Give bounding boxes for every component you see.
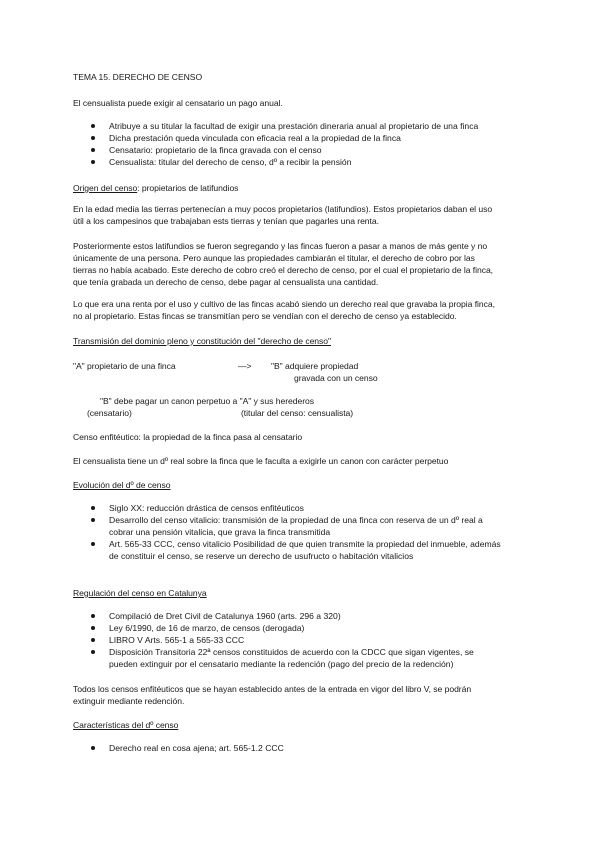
censatario-label: (censatario): [87, 408, 132, 418]
intro-bullet-list: [73, 120, 478, 168]
origen-heading: [73, 182, 238, 194]
list-item: Censatario: propietario de la finca gravada con el censo: [73, 144, 478, 156]
bullet-icon: [91, 626, 95, 630]
caracteristicas-bullet-list: [73, 742, 284, 754]
bullet-icon: [91, 506, 95, 510]
origen-heading-rest: : propietarios de latifundios: [137, 183, 239, 193]
enfiteutico-paragraph: Censo enfitéutico: la propiedad de la finca pasa al censatario: [73, 432, 303, 442]
list-item: Atribuye a su titular la facultad de exigir una prestación dineraria anual al propietario de una finca: [73, 120, 478, 132]
list-item: Censualista: titular del derecho de censo, dº a recibir la pensión: [73, 156, 478, 168]
caracteristicas-heading: Características del dº censo: [73, 720, 179, 730]
list-item: Desarrollo del censo vitalicio: transmisión de la propiedad de una finca con reserva de un dº real a cobrar una pensión vitalicia, que grava la finca transmitida: [73, 514, 501, 538]
transmision-b-pays: "B" debe pagar un canon perpetuo a "A" y sus herederos: [100, 396, 314, 406]
list-item: Dicha prestación queda vinculada con eficacia real a la propiedad de la finca: [73, 132, 478, 144]
bullet-icon: [91, 124, 95, 128]
regulacion-heading: Regulación del censo en Catalunya: [73, 588, 207, 598]
evolucion-bullet-list: [73, 502, 501, 562]
titular-label: (titular del censo: censualista): [241, 408, 354, 418]
arrow-icon: —>: [238, 361, 252, 371]
intro-paragraph: El censualista puede exigir al censatario un pago anual.: [73, 98, 283, 108]
bullet-icon: [91, 614, 95, 618]
bullet-icon: [91, 638, 95, 642]
list-item: Siglo XX: reducción drástica de censos enfitéuticos: [73, 502, 501, 514]
origen-paragraph-2: Posteriormente estos latifundios se fueron segregando y las fincas fueron a pasar a manos de más gente y no únicamente de una persona. Pero aunque las propiedades cambiarán el titular, el derecho de cobro por las tierras no había acabado. Este derecho de cobro creó el derecho de censo, por el cual el propietario de la finca, que tenía grabada un derecho de censo, debe pagar al censualista una cantidad.: [73, 241, 494, 287]
list-item: Ley 6/1990, de 16 de marzo, de censos (derogada): [73, 622, 474, 634]
bullet-icon: [91, 542, 95, 546]
list-item: Disposición Transitoria 22ª censos constituidos de acuerdo con la CDCC que sigan vigentes, se pueden extinguir por el censatario mediante la redención (pago del precio de la redención): [73, 646, 474, 670]
list-item: Compilació de Dret Civil de Catalunya 1960 (arts. 296 a 320): [73, 610, 474, 622]
regulacion-bullet-list: [73, 610, 474, 670]
bullet-icon: [91, 136, 95, 140]
list-item: Derecho real en cosa ajena; art. 565-1.2 CCC: [73, 742, 284, 754]
transmision-b-line2: gravada con un censo: [294, 373, 378, 383]
transmision-b-line1: "B" adquiere propiedad: [271, 361, 359, 371]
regulacion-paragraph: Todos los censos enfitéuticos que se hayan establecido antes de la entrada en vigor del libro V, se podrán extinguir mediante redención.: [73, 684, 472, 706]
document-title: TEMA 15. DERECHO DE CENSO: [73, 72, 203, 82]
transmision-a-owner: "A" propietario de una finca: [73, 361, 176, 371]
origen-heading-underlined: Origen del censo: [73, 183, 138, 193]
censualista-real-paragraph: El censualista tiene un dº real sobre la finca que le faculta a exigirle un canon con carácter perpetuo: [73, 456, 449, 466]
bullet-icon: [91, 650, 95, 654]
bullet-icon: [91, 160, 95, 164]
list-item: Art. 565-33 CCC, censo vitalicio Posibilidad de que quien transmite la propiedad del inmueble, además de constituir el censo, se reserve un derecho de usufructo o habitación vitalicios: [73, 538, 501, 562]
origen-paragraph-3: Lo que era una renta por el uso y cultivo de las fincas acabó siendo un derecho real que gravaba la propia finca, no al propietario. Estas fincas se transmitían pero se vendían con el derecho de censo ya establecido.: [73, 299, 495, 321]
origen-paragraph-1: En la edad media las tierras pertenecían a muy pocos propietarios (latifundios). Estos propietarios daban el uso útil a los campesinos que trabajaban ests tierras y tenían que pagarles una renta.: [73, 204, 493, 226]
list-item: LIBRO V Arts. 565-1 a 565-33 CCC: [73, 634, 474, 646]
bullet-icon: [91, 518, 95, 522]
bullet-icon: [91, 746, 95, 750]
transmision-heading: Transmisión del dominio pleno y constitución del "derecho de censo": [73, 336, 332, 346]
bullet-icon: [91, 148, 95, 152]
evolucion-heading: Evolución del dº de censo: [73, 480, 171, 490]
